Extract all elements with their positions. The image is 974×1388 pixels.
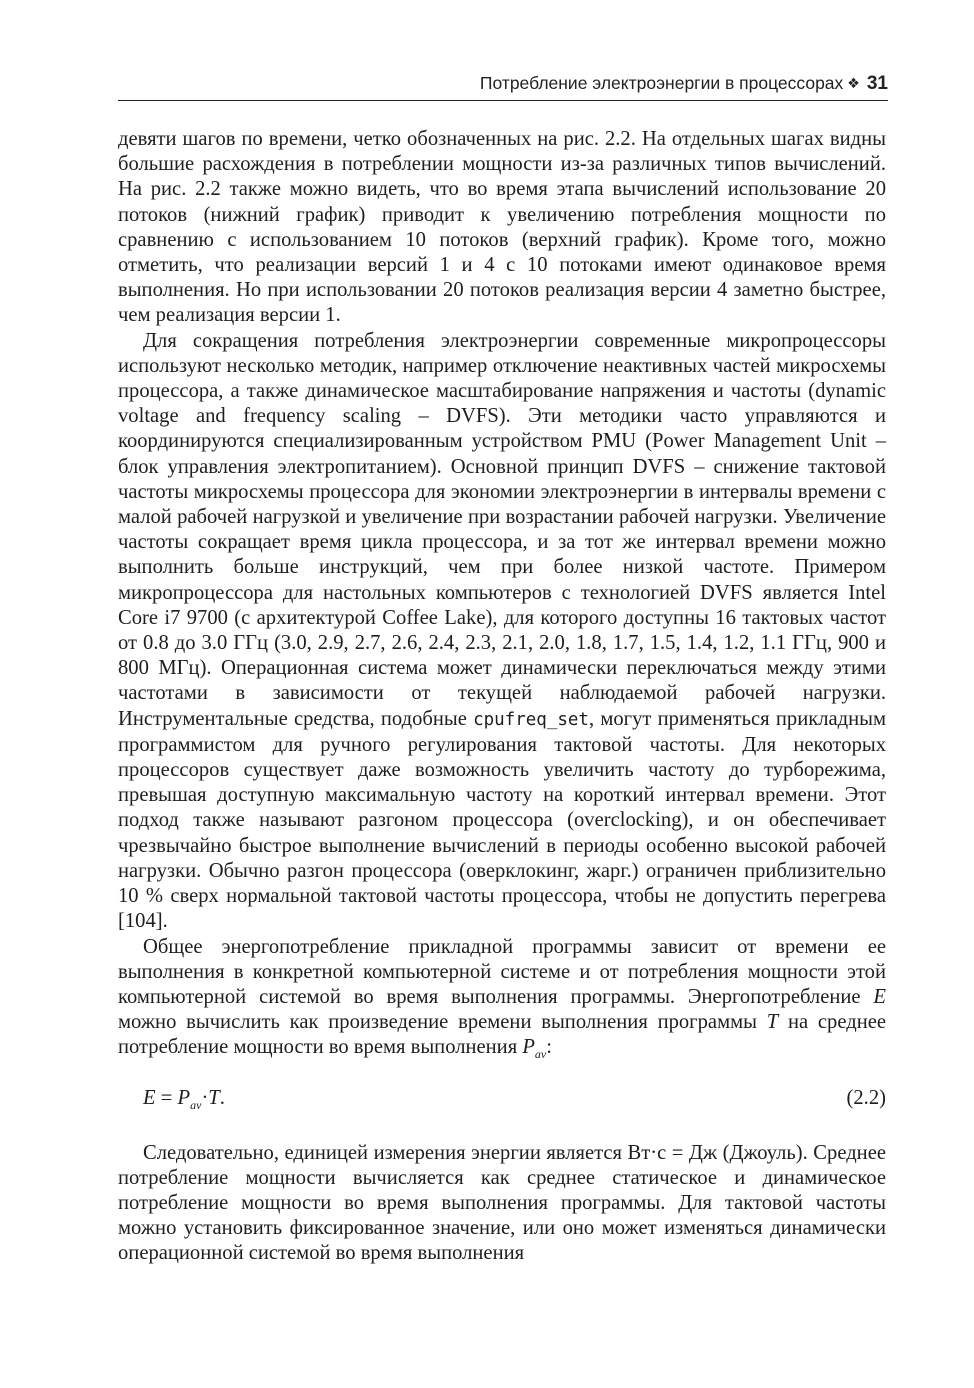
symbol-e: E: [873, 985, 886, 1008]
page-number: 31: [866, 73, 888, 94]
inline-code: cpufreq_set: [473, 709, 589, 730]
paragraph-1: девяти шагов по времени, четко обозначенных на рис. 2.2. На отдельных шагах видны большие расхождения в потреблении мощности из-за различных типов вычислений. На рис. 2.2 также можно видеть, что во время этапа вычислений использование 20 потоков (нижний график) приводит к увеличению потребления мощности по сравнению с использованием 10 потоков (верхний график). Кроме того, можно отметить, что реализации версий 1 и 4 с 10 потоками имеют одинаковое время выполнения. Но при использовании 20 потоков реализация версии 4 заметно быстрее, чем реализация версии 1.: [118, 128, 886, 327]
eq-dot: ·: [201, 1086, 209, 1109]
paragraph-4: Следовательно, единицей измерения энергии является Вт·с = Дж (Джоуль). Среднее потребление мощности вычисляется как среднее статическое и динамическое потребление мощности во время выполнения программы. Для тактовой частоты можно установить фиксированное значение, или оно может изменяться динамически операционной системой во время выполнения: [118, 1141, 886, 1265]
subscript-av: av: [534, 1047, 547, 1062]
equation-2-2: [118, 1077, 886, 1119]
equation-number: (2.2): [846, 1086, 886, 1109]
eq-subscript: av: [190, 1097, 202, 1112]
running-title: Потребление электроэнергии в процессорах: [479, 73, 844, 93]
diamond-ornament-icon: ❖: [847, 75, 860, 91]
paragraph-3-text-a: Общее энергопотребление прикладной программы зависит от времени ее выполнения в конкретной компьютерной системе и от потребления мощности этой компьютерной системой во время выполнения программы. Энергопотребление: [118, 935, 886, 1008]
main-text: [118, 127, 886, 1267]
symbol-t: T: [766, 1011, 779, 1034]
paragraph-3-text-c: на среднее потребление мощности во время выполнения: [118, 1011, 887, 1059]
paragraph-2-text-a: Для сокращения потребления электроэнергии современные микропроцессоры используют несколько методик, например отключение неактивных частей микросхемы процессора, а также динамическое масштабирование напряжения и частоты (dynamic voltage and frequency scaling – DVFS). Эти методики часто управляются и координируются специализированным устройством PMU (Power Management Unit – блок управления электропитанием). Основной принцип DVFS – снижение тактовой частоты микросхемы процессора для экономии электроэнергии в интервалы времени с малой рабочей нагрузкой и увеличение при возрастании рабочей нагрузки. Увеличение частоты сокращает время цикла процессора, и за тот же интервал времени можно выполнить больше инструкций, чем при более низкой частоте. Примером микропроцессора для настольных компьютеров с технологией DVFS является Intel Core i7 9700 (с архитектурой Coffee Lake), для которого доступны 16 тактовых частот от 0.8 до 3.0 ГГц (3.0, 2.9, 2.7, 2.6, 2.4, 2.3, 2.1, 2.0, 1.8, 1.7, 1.5, 1.4, 1.2, 1.1 ГГц, 900 и 800 МГц). Операционная система может динамически переключаться между этими частотами в зависимости от текущей наблюдаемой рабочей нагрузки. Инструментальные средства, подобные: [118, 329, 886, 730]
symbol-p: P: [522, 1036, 535, 1059]
eq-time: T: [208, 1086, 220, 1109]
paragraph-3-text-d: :: [546, 1036, 552, 1059]
paragraph-2: [118, 329, 886, 935]
eq-period: .: [219, 1086, 225, 1109]
paragraph-3-text-b: можно вычислить как произведение времени выполнения программы: [118, 1011, 767, 1034]
paragraph-2-text-b: , могут применяться прикладным программистом для ручного регулирования тактовой частоты. Для некоторых процессоров существует даже возможность увеличить частоту до турборежима, превышая доступную максимальную частоту на короткий интервал времени. Этот подход также называют разгоном процессора (overclocking), и он обеспечивает чрезвычайно быстрое выполнение вычислений в периоды особенно высокой рабочей нагрузки. Обычно разгон процессора (оверклокинг, жарг.) ограничен приблизительно 10 % сверх нормальной тактовой частоты процессора, чтобы не допустить перегрева [104].: [118, 707, 886, 933]
eq-sign: =: [155, 1086, 178, 1109]
eq-power: P: [177, 1086, 191, 1109]
running-header: [118, 70, 888, 101]
eq-lhs: E: [143, 1086, 156, 1109]
equation-body: [143, 1077, 225, 1119]
paragraph-3: [118, 935, 886, 1061]
